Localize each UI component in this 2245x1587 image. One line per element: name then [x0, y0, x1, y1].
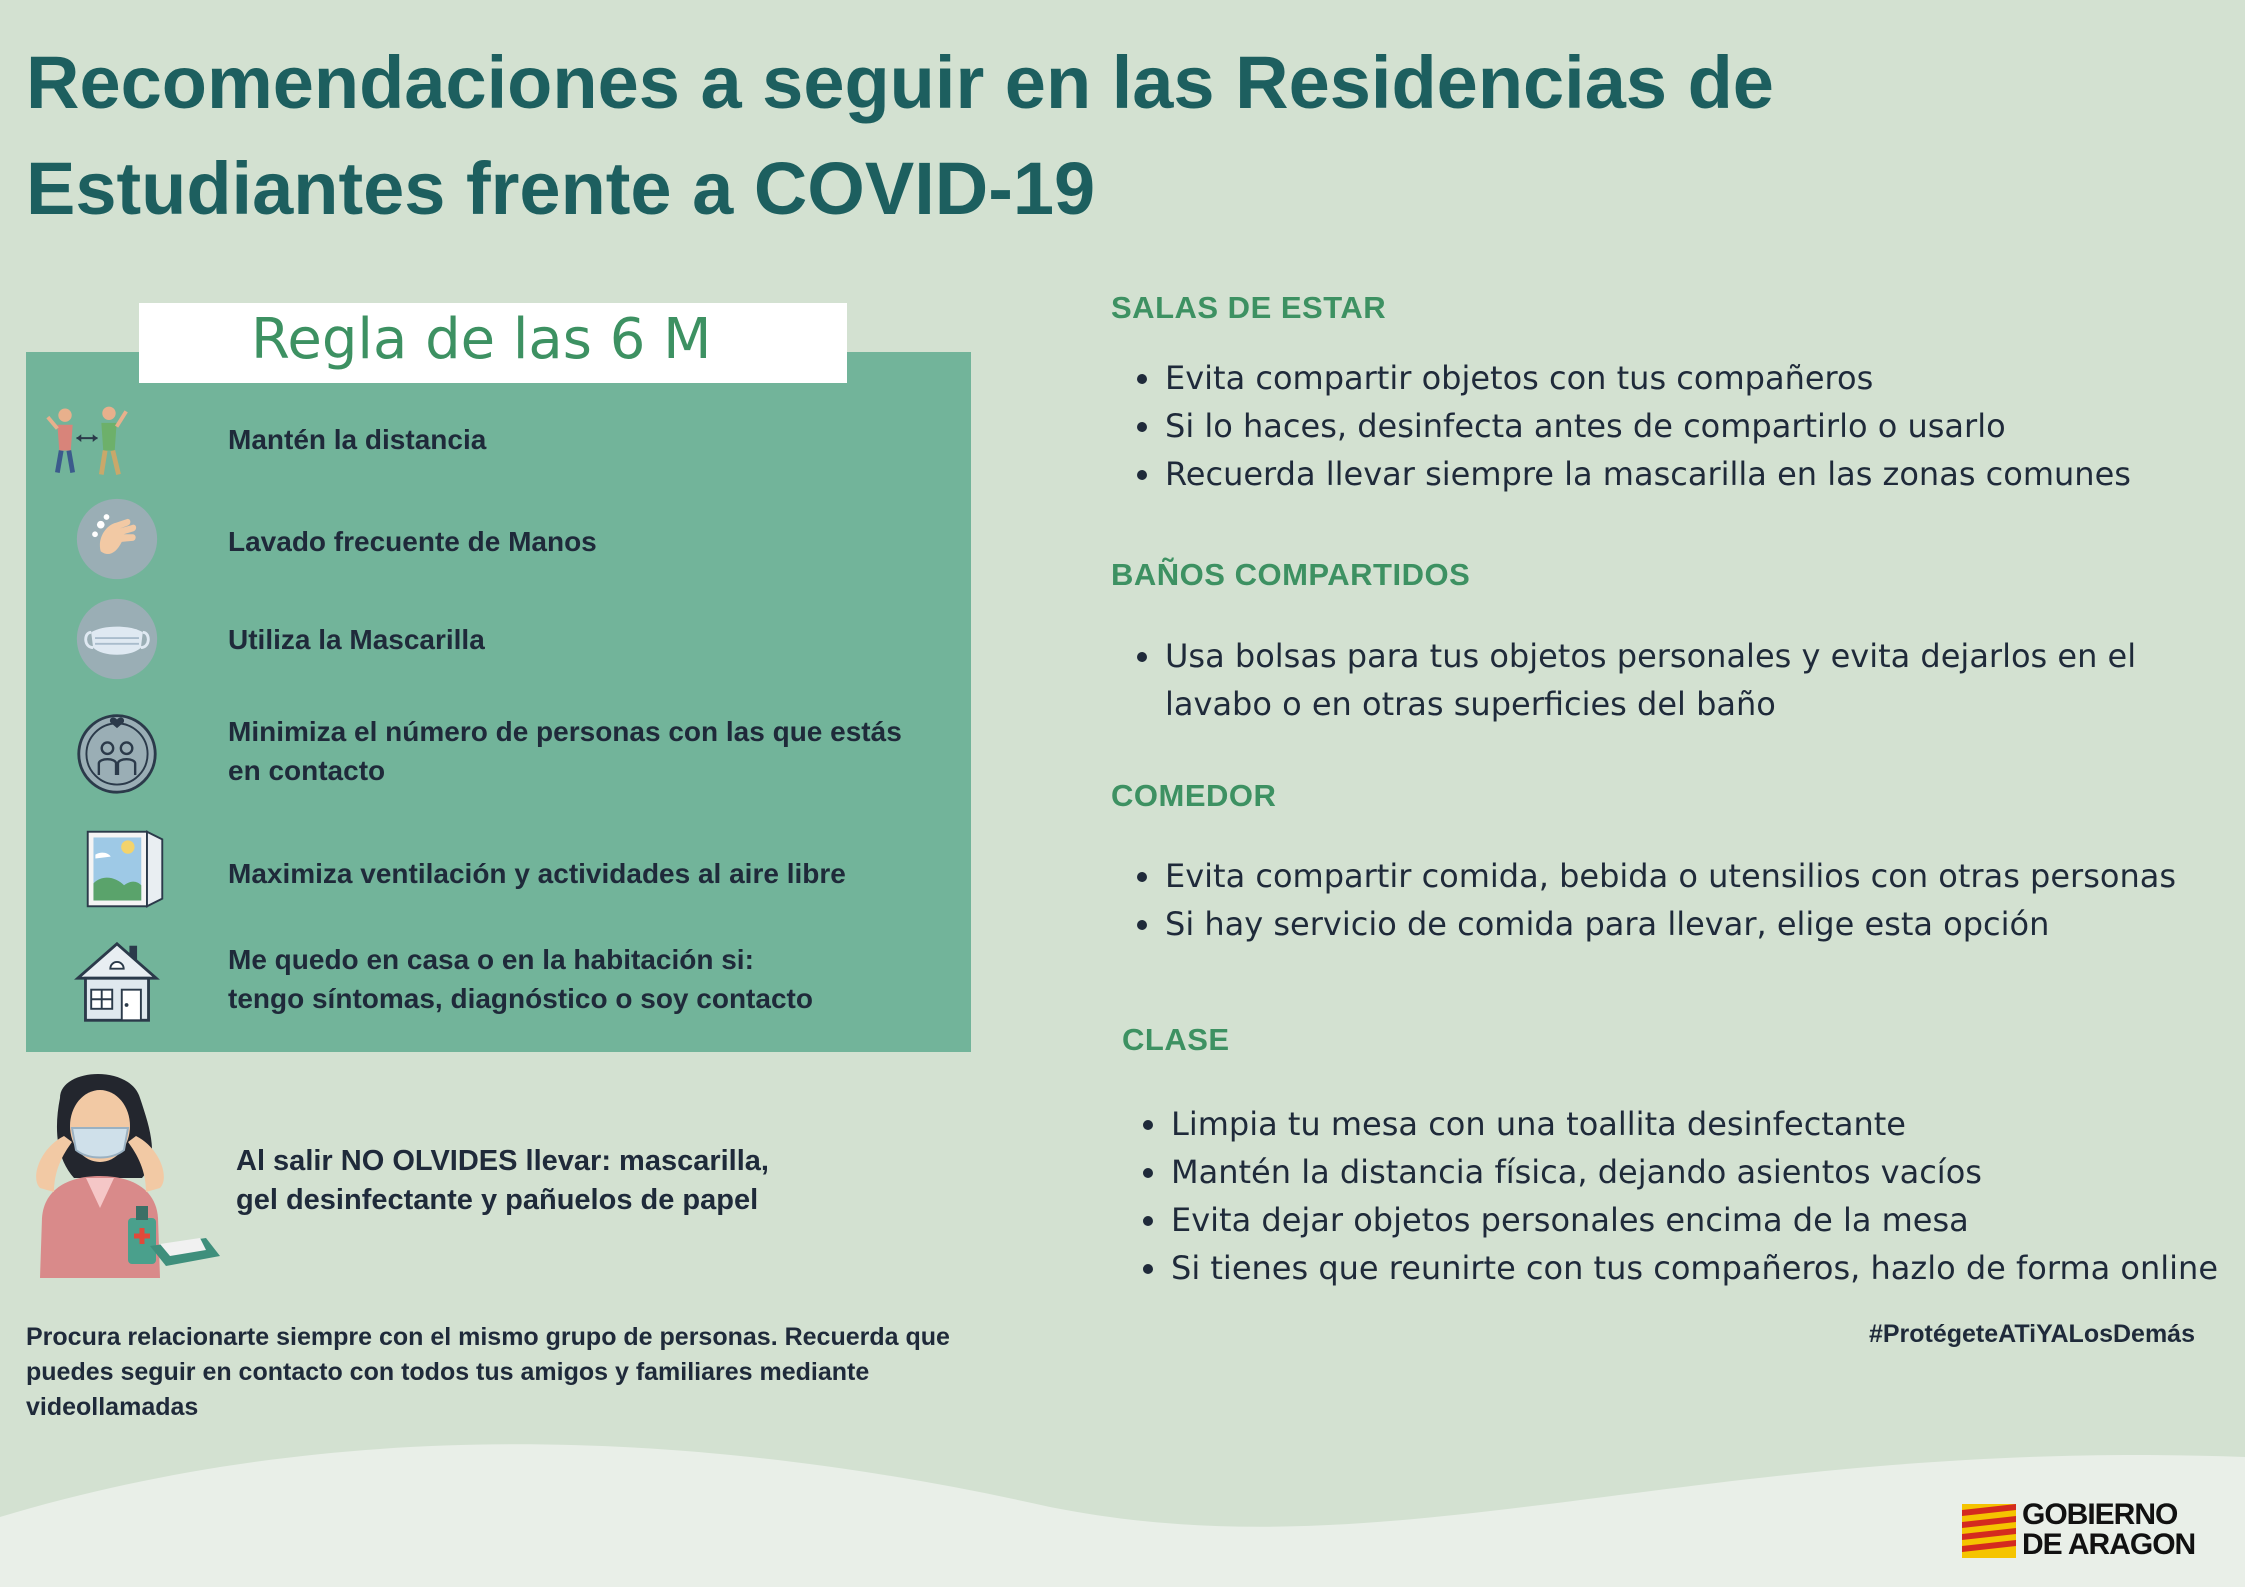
rule-text-stay-home: Me quedo en casa o en la habitación si: tengo síntomas, diagnóstico o soy contacto [228, 944, 813, 1014]
bullet-item: Recuerda llevar siempre la mascarilla en las zonas comunes [1135, 450, 2131, 498]
handwash-icon [74, 496, 160, 582]
logo-text: GOBIERNO DE ARAGON [2022, 1498, 2196, 1561]
background-wave [0, 1397, 2245, 1587]
footnote: Procura relacionarte siempre con el mismo grupo de personas. Recuerda que puedes seguir en contacto con todos tus amigos y familiares mediante videollamadas [26, 1323, 950, 1421]
bullet-item: Mantén la distancia física, dejando asientos vacíos [1141, 1148, 2218, 1196]
woman-mask-illustration [20, 1068, 220, 1278]
window-icon [82, 826, 168, 912]
bullet-item: Si tienes que reunirte con tus compañeros, hazlo de forma online [1141, 1244, 2218, 1292]
page-title-line-1: Recomendaciones a seguir en las Residencias de [26, 41, 1774, 124]
bullets-banos [1135, 632, 2136, 728]
bullet-item: Evita compartir comida, bebida o utensilios con otras personas [1135, 852, 2176, 900]
bullet-item: Limpia tu mesa con una toallita desinfectante [1141, 1100, 2218, 1148]
gobierno-aragon-logo [1962, 1500, 2212, 1564]
bullets-comedor [1135, 852, 2176, 948]
house-icon [74, 940, 160, 1026]
section-title-clase: CLASE [1122, 1022, 1230, 1057]
bullets-clase [1141, 1100, 2218, 1292]
section-title-banos: BAÑOS COMPARTIDOS [1111, 557, 1471, 592]
rule-text-handwash: Lavado frecuente de Manos [228, 526, 597, 557]
bullet-item: Usa bolsas para tus objetos personales y evita dejarlos en el lavabo o en otras superficies del baño [1135, 632, 2136, 728]
rule-text-distance: Mantén la distancia [228, 424, 487, 455]
aragon-flag-icon [1962, 1504, 2016, 1558]
page-title-line-2: Estudiantes frente a COVID-19 [26, 147, 1096, 230]
people-group-icon [74, 710, 160, 796]
bullet-item: Evita compartir objetos con tus compañeros [1135, 354, 2131, 402]
bullet-item: Evita dejar objetos personales encima de la mesa [1141, 1196, 2218, 1244]
mask-icon [74, 596, 160, 682]
hashtag: #ProtégeteATiYALosDemás [1868, 1320, 2195, 1348]
rule-text-ventilation: Maximiza ventilación y actividades al aire libre [228, 858, 846, 889]
section-title-comedor: COMEDOR [1111, 778, 1277, 813]
rule-heading: Regla de las 6 M [139, 303, 847, 383]
section-title-salas: SALAS DE ESTAR [1111, 290, 1387, 325]
rule-text-contacts: Minimiza el número de personas con las que estás en contacto [228, 716, 902, 786]
reminder-text: Al salir NO OLVIDES llevar: mascarilla, gel desinfectante y pañuelos de papel [236, 1145, 769, 1216]
bullet-item: Si lo haces, desinfecta antes de compartirlo o usarlo [1135, 402, 2131, 450]
bullet-item: Si hay servicio de comida para llevar, elige esta opción [1135, 900, 2176, 948]
page-title [26, 30, 2126, 242]
bullets-salas [1135, 354, 2131, 498]
rule-text-mask: Utiliza la Mascarilla [228, 624, 485, 655]
distance-icon [44, 398, 130, 484]
